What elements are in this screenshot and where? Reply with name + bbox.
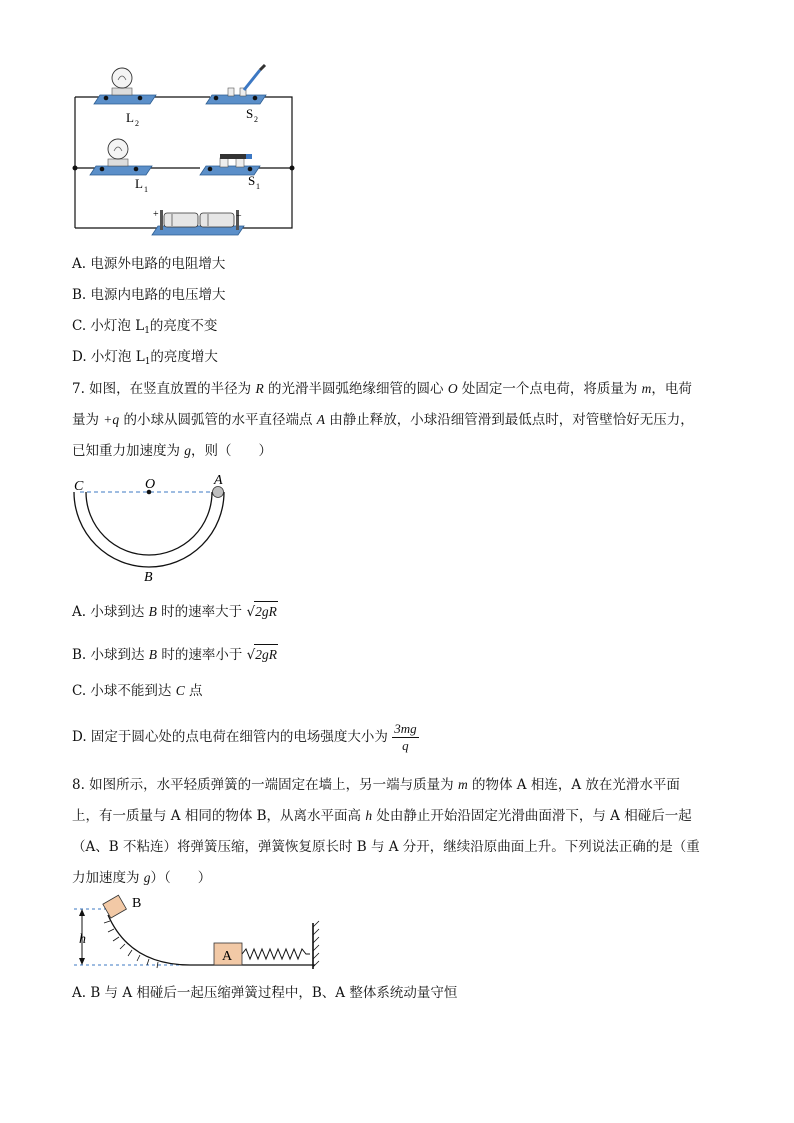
label-plus: +: [153, 209, 159, 220]
wall-hatching: [313, 921, 319, 967]
junction-right: [290, 166, 295, 171]
circuit-wires: [75, 97, 292, 228]
label-minus: −: [236, 211, 242, 222]
switch-s1: [200, 154, 260, 175]
fraction-3mg-q: $\frac{3mg}{q}$: [394, 721, 417, 753]
label-c: C: [74, 479, 84, 494]
label-l2: L: [126, 110, 134, 125]
q6-option-d: [72, 347, 218, 372]
q7-stem-line3: 已知重力加速度为 g，则（ ）: [72, 443, 273, 459]
q7-option-c: C. 小球不能到达 C 点: [72, 683, 203, 699]
q8-stem-line1: 8. 如图所示，水平轻质弹簧的一端固定在墙上，另一端与质量为 m 的物体 A 相连，A 放在光滑水平面: [72, 777, 680, 793]
q6-option-d-tail: 的亮度增大: [150, 349, 218, 365]
spring: [242, 949, 310, 959]
label-s2: S: [246, 106, 254, 121]
label-l2-sub: 2: [135, 119, 139, 128]
q7-option-b: B. 小球到达 B 时的速率小于 √2gR: [72, 644, 278, 665]
label-s2-sub: 2: [254, 115, 258, 124]
label-s1-sub: 1: [256, 182, 260, 191]
q8-stem-line4: 力加速度为 g）（ ）: [72, 870, 212, 886]
q6-option-d-sub: 1: [144, 357, 151, 367]
track-hatching: [104, 921, 158, 968]
q6-option-b: B. 电源内电路的电压增大: [72, 287, 226, 303]
label-h: h: [79, 932, 86, 947]
label-o: O: [145, 477, 156, 492]
q6-option-d-head: D. 小灯泡 L: [72, 349, 145, 365]
circuit-diagram: [60, 60, 310, 250]
ball-a: [213, 487, 224, 498]
spring-block-figure: [70, 893, 325, 978]
label-a: A: [214, 473, 223, 488]
label-l1-sub: 1: [144, 185, 148, 194]
lamp-l1: [90, 139, 152, 175]
q7-stem-line1: 7. 如图，在竖直放置的半径为 R 的光滑半圆弧绝缘细管的圆心 O 处固定一个点电荷，将质量为 m，电荷: [72, 381, 692, 397]
q6-option-c: [72, 316, 217, 341]
label-b: B: [144, 570, 153, 585]
q6-option-c-head: C. 小灯泡 L: [72, 318, 145, 334]
switch-s2: [206, 65, 266, 104]
q7-option-a: A. 小球到达 B 时的速率大于 √2gR: [72, 601, 278, 622]
q6-option-a: A. 电源外电路的电阻增大: [72, 256, 226, 272]
semicircle-tube-figure: [66, 472, 236, 587]
tube-inner-arc: [86, 492, 212, 555]
q6-option-c-tail: 的亮度不变: [149, 318, 218, 334]
block-b: [103, 895, 127, 918]
junction-left: [73, 166, 78, 171]
lamp-l2: [94, 68, 156, 104]
sqrt-2gr-b: 2gR: [254, 644, 278, 665]
label-block-a: A: [222, 949, 233, 964]
q7-stem-line2: 量为 +q 的小球从圆弧管的水平直径端点 A 由静止释放，小球沿细管滑到最低点时，对管壁恰好无压力，: [72, 412, 694, 428]
label-block-b: B: [132, 896, 142, 911]
q8-option-a: A. B 与 A 相碰后一起压缩弹簧过程中，B、A 整体系统动量守恒: [72, 985, 458, 1001]
tube-outer-arc: [74, 492, 224, 567]
q7-option-d: D. 固定于圆心处的点电荷在细管内的电场强度大小为 $\frac{3mg}{q}$: [72, 721, 417, 753]
q8-stem-line2: 上，有一质量与 A 相同的物体 B，从离水平面高 h 处由静止开始沿固定光滑曲面滑下，与 A 相碰后一起: [72, 808, 692, 824]
sqrt-2gr: 2gR: [254, 601, 278, 622]
label-l1: L: [135, 176, 143, 191]
q8-stem-line3: （A、B 不粘连）将弹簧压缩，弹簧恢复原长时 B 与 A 分开，继续沿原曲面上升。下列说法正确的是（重: [72, 839, 700, 855]
battery: [152, 210, 244, 235]
q6-option-c-sub: 1: [144, 326, 150, 336]
label-s1: S: [248, 173, 256, 188]
